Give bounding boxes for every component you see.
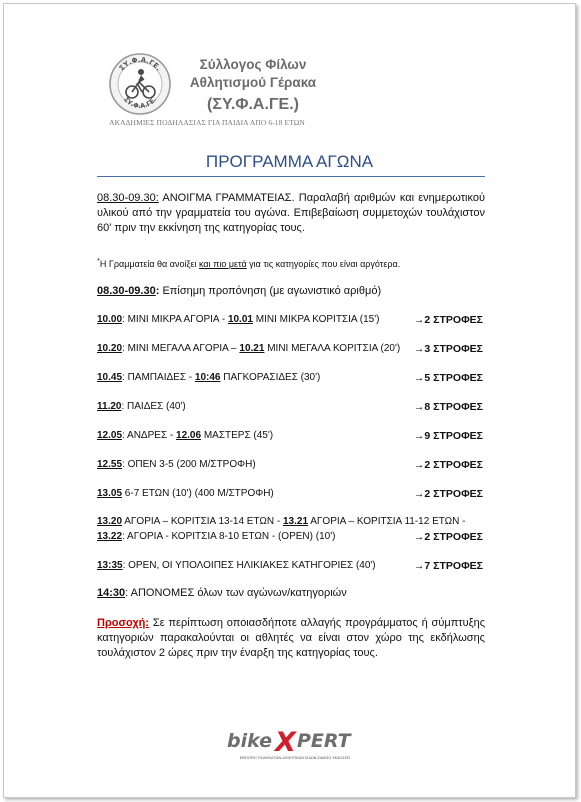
svg-text:PERT: PERT <box>297 730 351 752</box>
practice-line: 08.30-09.30: Επίσημη προπόνηση (με αγωνιστικό αριθμό) <box>97 285 382 297</box>
svg-text:ΕΜΠΟΡΙΟ ΠΟΔΗΛΑΤΩΝ-ΑΘΛΗΤΙΚΩΝ ΕΙ: ΕΜΠΟΡΙΟ ΠΟΔΗΛΑΤΩΝ-ΑΘΛΗΤΙΚΩΝ ΕΙΔΩΝ-ΕΙΔΙΚΕΣ ΕΚΔΟΣΕΙΣ <box>239 756 351 760</box>
warning-paragraph: Προσοχή: Σε περίπτωση οποιασδήποτε αλλαγής προγράμματος ή σύμπτυξης κατηγοριών παρακαλούνται οι αθλητές να είναι στον χώρο της εκδήλωσης τουλάχιστον 2 ώρες πριν την έναρξη της κατηγορίας τους. <box>97 617 485 659</box>
laps-label: →2 ΣΤΡΟΦΕΣ <box>413 531 483 543</box>
svg-text:ΣΥ.Φ.Α.ΓΕ.: ΣΥ.Φ.Α.ΓΕ. <box>117 55 163 73</box>
svg-text:X: X <box>275 727 296 758</box>
laps-label: →2 ΣΤΡΟΦΕΣ <box>413 314 483 326</box>
club-name-line1: Σύλλογος Φίλων <box>199 57 307 72</box>
sponsor-logo <box>215 721 375 765</box>
svg-text:bike: bike <box>227 730 272 752</box>
club-name <box>178 56 328 116</box>
secretariat-paragraph <box>97 191 485 236</box>
warning-label: Προσοχή: <box>97 617 150 629</box>
academies-tagline: ΑΚΑΔΗΜΙΕΣ ΠΟΔΗΛΑΣΙΑΣ ΓΙΑ ΠΑΙΔΙΑ ΑΠΟ 6-18 ΕΤΩΝ <box>109 118 305 127</box>
laps-label: →5 ΣΤΡΟΦΕΣ <box>413 372 483 384</box>
club-abbreviation: (ΣΥ.Φ.Α.ΓΕ.) <box>207 96 299 113</box>
laps-label: →8 ΣΤΡΟΦΕΣ <box>413 401 483 413</box>
awards-line: 14:30: ΑΠΟΝΟΜΕΣ όλων των αγώνων/κατηγοριών <box>97 587 347 599</box>
secretariat-text: ΑΝΟΙΓΜΑ ΓΡΑΜΜΑΤΕΙΑΣ. Παραλαβή αριθμών και ενημερωτικού υλικού από την γραμματεία του αγώνα. Επιβεβαίωση συμμετοχών τουλάχιστον 60' πριν την εκκίνηση της κατηγορίας τους. <box>97 192 485 234</box>
laps-label: →2 ΣΤΡΟΦΕΣ <box>413 459 483 471</box>
laps-label: →9 ΣΤΡΟΦΕΣ <box>413 430 483 442</box>
title-divider <box>97 176 485 177</box>
secretariat-note: *Η Γραμματεία θα ανοίξει και πιο μετά για τις κατηγορίες που είναι αργότερα. <box>97 256 401 269</box>
page-title: ΠΡΟΓΡΑΜΜΑ ΑΓΩΝΑ <box>205 152 374 171</box>
club-name-line2: Αθλητισμού Γέρακα <box>189 75 317 90</box>
practice-time: 08.30-09.30 <box>97 285 156 297</box>
svg-text:ΣΥ.Φ.Α.ΓΕ.: ΣΥ.Φ.Α.ΓΕ. <box>121 95 159 111</box>
secretariat-time: 08.30-09.30: <box>97 192 159 204</box>
club-logo <box>108 52 172 116</box>
awards-time: 14:30 <box>97 587 126 599</box>
laps-label: →2 ΣΤΡΟΦΕΣ <box>413 488 483 500</box>
laps-label: →7 ΣΤΡΟΦΕΣ <box>413 560 483 572</box>
laps-label: →3 ΣΤΡΟΦΕΣ <box>413 343 483 355</box>
